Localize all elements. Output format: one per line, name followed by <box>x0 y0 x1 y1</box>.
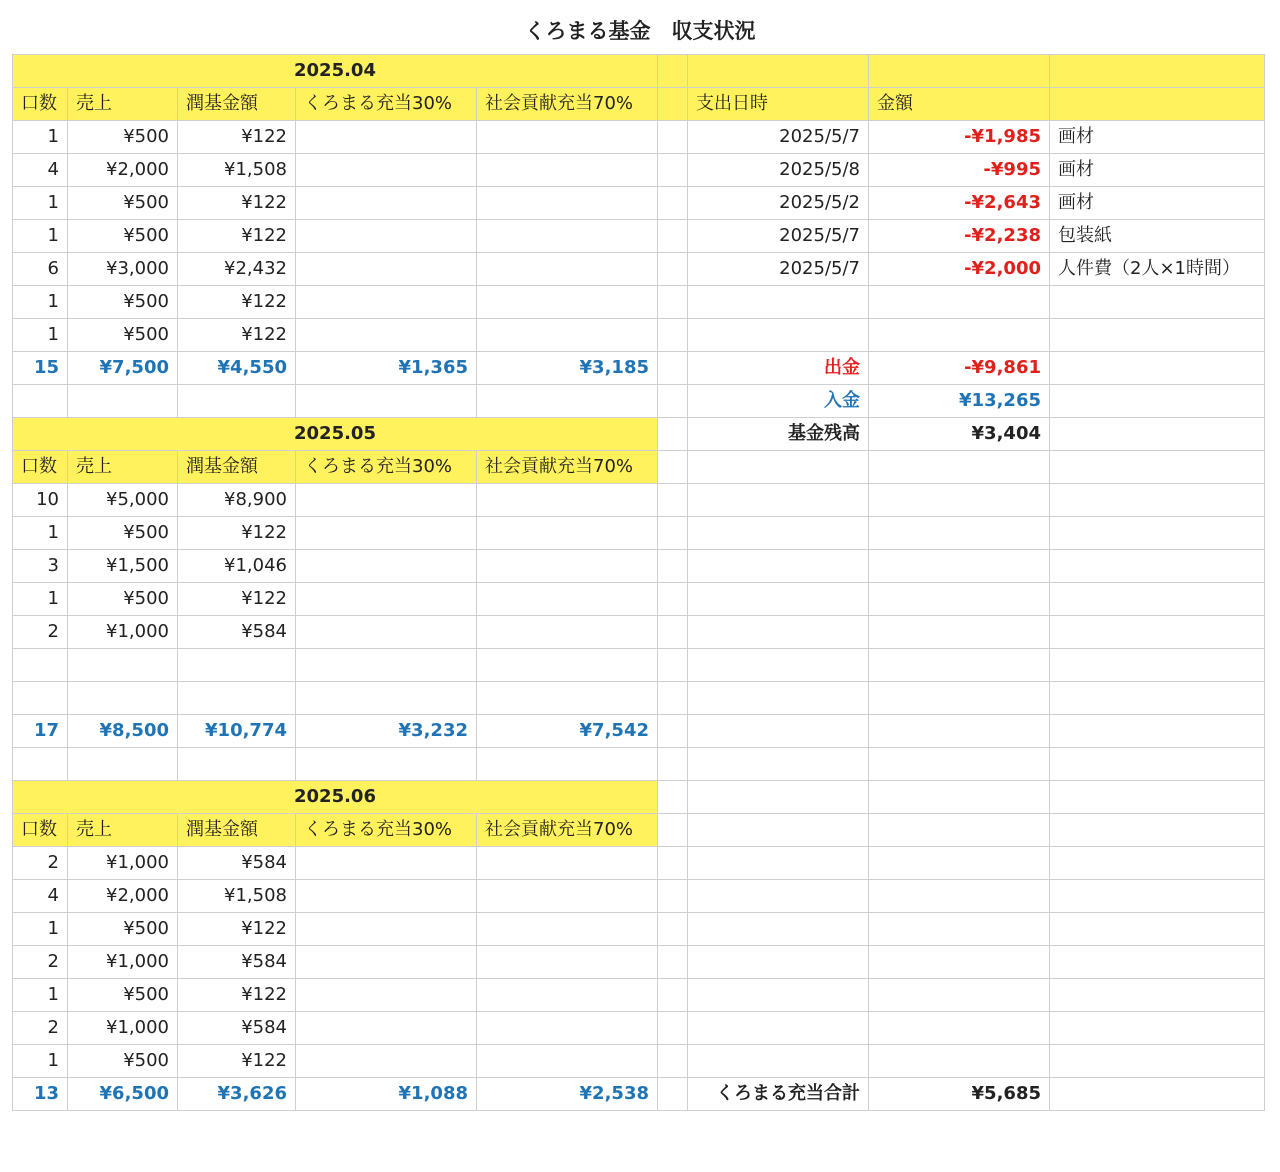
header-count: 口数 <box>13 88 68 121</box>
header-sales: 売上 <box>68 88 178 121</box>
table-row: 2 ¥1,000 ¥584 <box>13 847 1265 880</box>
kuromaru-total-label: くろまる充当合計 <box>688 1078 869 1111</box>
table-row: 1 ¥500 ¥122 <box>13 979 1265 1012</box>
table-row: 1 ¥500 ¥122 <box>13 1045 1265 1078</box>
expense-amount: -¥2,643 <box>869 187 1050 220</box>
balance-label: 基金残高 <box>688 418 869 451</box>
table-row: 1 ¥500 ¥122 <box>13 913 1265 946</box>
fund-sheet <box>12 54 1265 1111</box>
expense-date: 2025/5/7 <box>688 121 869 154</box>
expense-date: 2025/5/7 <box>688 220 869 253</box>
balance-value: ¥3,404 <box>869 418 1050 451</box>
expense-amount: -¥995 <box>869 154 1050 187</box>
table-row: 3 ¥1,500 ¥1,046 <box>13 550 1265 583</box>
expense-note: 画材 <box>1050 187 1265 220</box>
month-header-row <box>13 781 1265 814</box>
header-fund: 潤基金額 <box>178 88 296 121</box>
column-header-row <box>13 88 1265 121</box>
month-header-row <box>13 418 1265 451</box>
table-row: 4 ¥2,000 ¥1,508 <box>13 880 1265 913</box>
kuromaru-total-value: ¥5,685 <box>869 1078 1050 1111</box>
table-row: 1 ¥500 ¥122 <box>13 319 1265 352</box>
total-row: 17 ¥8,500 ¥10,774 ¥3,232 ¥7,542 <box>13 715 1265 748</box>
table-row: 2 ¥1,000 ¥584 <box>13 946 1265 979</box>
table-row <box>13 385 1265 418</box>
table-row <box>13 682 1265 715</box>
expense-amount: -¥2,000 <box>869 253 1050 286</box>
month-label: 2025.05 <box>13 418 658 451</box>
expense-note: 人件費（2人×1時間） <box>1050 253 1265 286</box>
table-row: 1 ¥500 ¥122 <box>13 286 1265 319</box>
table-row <box>13 748 1265 781</box>
month-label: 2025.06 <box>13 781 658 814</box>
table-row: 1 ¥500 ¥122 <box>13 517 1265 550</box>
expense-date: 2025/5/2 <box>688 187 869 220</box>
table-row: 1 ¥500 ¥122 2025/5/2 -¥2,643 画材 <box>13 187 1265 220</box>
column-header-row: 口数 売上 潤基金額 くろまる充当30% 社会貢献充当70% <box>13 814 1265 847</box>
table-row: 2 ¥1,000 ¥584 <box>13 616 1265 649</box>
expense-amount: -¥2,238 <box>869 220 1050 253</box>
expense-note: 画材 <box>1050 154 1265 187</box>
header-pay-date: 支出日時 <box>688 88 869 121</box>
table-row: 1 ¥500 ¥122 2025/5/7 -¥1,985 画材 <box>13 121 1265 154</box>
expense-note: 包装紙 <box>1050 220 1265 253</box>
header-amount: 金額 <box>869 88 1050 121</box>
table-row: 2 ¥1,000 ¥584 <box>13 1012 1265 1045</box>
total-row: 15 ¥7,500 ¥4,550 ¥1,365 ¥3,185 出金 -¥9,861 <box>13 352 1265 385</box>
table-row: 10 ¥5,000 ¥8,900 <box>13 484 1265 517</box>
out-value: -¥9,861 <box>869 352 1050 385</box>
header-kuromaru: くろまる充当30% <box>296 88 477 121</box>
page-title: くろまる基金 収支状況 <box>524 19 756 43</box>
header-social: 社会貢献充当70% <box>477 88 658 121</box>
in-label: 入金 <box>688 385 869 418</box>
table-row: 1 ¥500 ¥122 <box>13 583 1265 616</box>
month-label: 2025.04 <box>13 55 658 88</box>
table-row: 4 ¥2,000 ¥1,508 2025/5/8 -¥995 画材 <box>13 154 1265 187</box>
table-row: 6 ¥3,000 ¥2,432 2025/5/7 -¥2,000 人件費（2人×1時間） <box>13 253 1265 286</box>
expense-date: 2025/5/8 <box>688 154 869 187</box>
table-row: 1 ¥500 ¥122 2025/5/7 -¥2,238 包装紙 <box>13 220 1265 253</box>
table-row <box>13 649 1265 682</box>
expense-amount: -¥1,985 <box>869 121 1050 154</box>
column-header-row: 口数 売上 潤基金額 くろまる充当30% 社会貢献充当70% <box>13 451 1265 484</box>
month-header-row <box>13 55 1265 88</box>
expense-note: 画材 <box>1050 121 1265 154</box>
expense-date: 2025/5/7 <box>688 253 869 286</box>
in-value: ¥13,265 <box>869 385 1050 418</box>
total-row: 13 ¥6,500 ¥3,626 ¥1,088 ¥2,538 くろまる充当合計 ¥5,685 <box>13 1078 1265 1111</box>
out-label: 出金 <box>688 352 869 385</box>
